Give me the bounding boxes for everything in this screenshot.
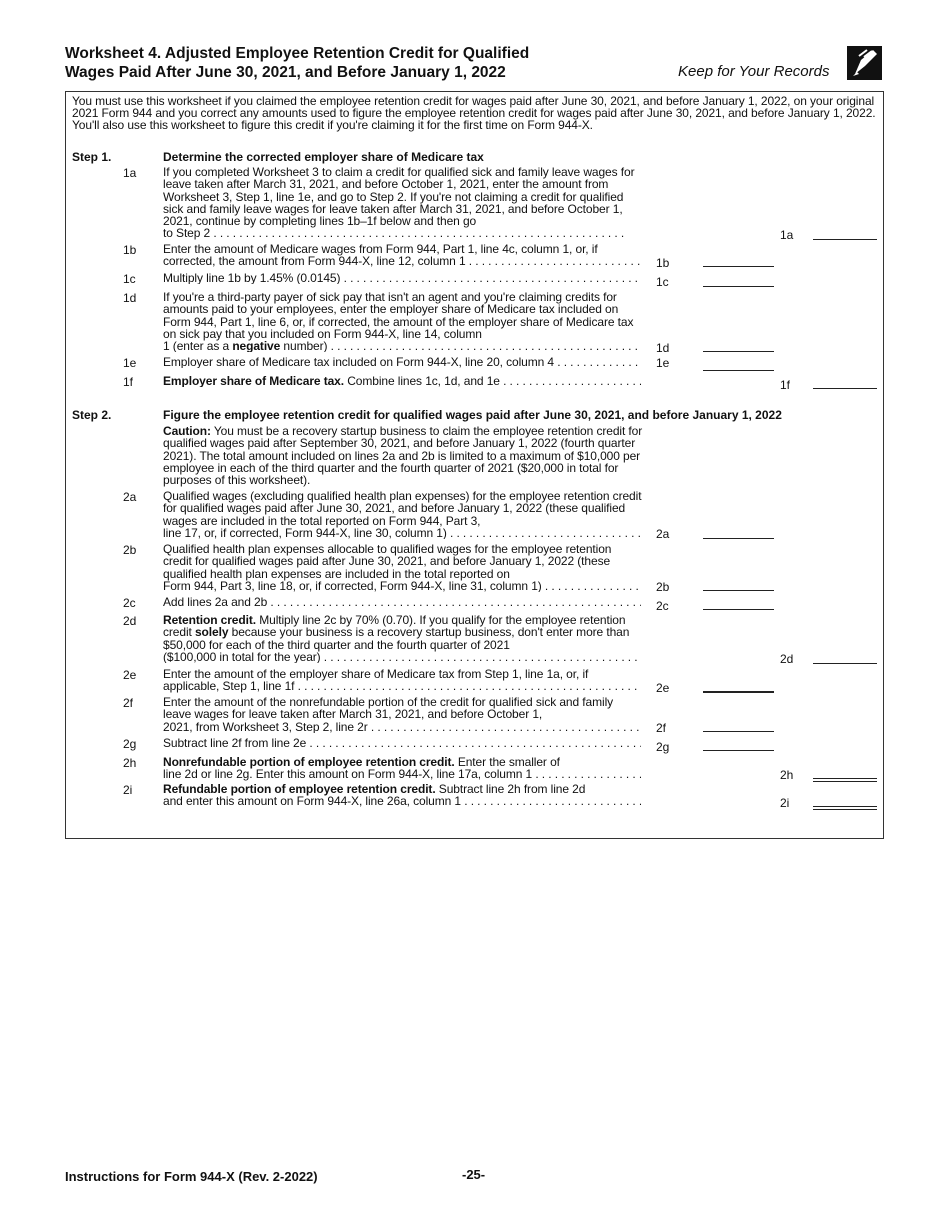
line-2a-number: 2a [123,490,137,504]
line-1e-field[interactable] [703,370,774,371]
line-2g-number: 2g [123,737,137,751]
line-2h-body: Enter the smaller of [454,755,560,769]
footer-form-name: Instructions for Form 944-X (Rev. 2-2022) [65,1169,318,1184]
line-2b-last: Form 944, Part 3, line 18, or, if corrected, Form 944-X, line 31, column 1) . . . [163,580,641,592]
line-2f-last: 2021, from Worksheet 3, Step 2, line 2r . . . [163,721,641,733]
line-1e-last: Employer share of Medicare tax included on Form 944-X, line 20, column 4 . . . [163,356,641,368]
line-1f-number: 1f [123,375,134,389]
line-1f-field[interactable] [813,388,877,389]
line-1a-number: 1a [123,166,137,180]
line-2d-solely: solely [194,625,229,640]
line-1f-last [163,375,641,387]
line-2e-last: applicable, Step 1, line 1f . . . [163,680,641,692]
line-1d-last-pre: 1 (enter as a [163,340,233,353]
line-2b-text [163,543,643,592]
line-2a-body: Qualified wages (excluding qualified health plan expenses) for the employee retention credit for qualified wages paid after June 30, 2021, and before January 1, 2022 (these qualified wages are included in the total reported on Form 944, Part 3, [163,489,642,528]
line-1f-bold: Employer share of Medicare tax. [163,375,344,388]
line-2f-body: Enter the amount of the nonrefundable portion of the credit for qualified sick and family leave wages for leave taken after March 31, 2021, and before October 1, [163,695,614,722]
line-1c-label: 1c [656,275,669,289]
page-number: -25- [462,1167,486,1182]
line-2h-field[interactable] [813,778,877,782]
line-2g-last: Subtract line 2f from line 2e . . . [163,737,641,749]
step2-caution [163,425,643,486]
line-2b-number: 2b [123,543,137,557]
line-2d-label: 2d [780,652,794,666]
line-2i-number: 2i [123,783,133,797]
line-2c-number: 2c [123,596,136,610]
line-1d-field[interactable] [703,351,774,352]
line-1f-label: 1f [780,378,791,392]
line-2h-number: 2h [123,756,137,770]
line-2f-field[interactable] [703,731,774,732]
line-2i-bold: Refundable portion of employee retention credit. [163,782,436,796]
line-1e-number: 1e [123,356,137,370]
line-1d-text [163,291,643,352]
line-2c-last: Add lines 2a and 2b . . . [163,596,641,608]
line-1a-body: If you completed Worksheet 3 to claim a credit for qualified sick and family leave wages for leave taken after March 31, 2021, and before October 1, 2021, enter the amount from Worksheet 3, Step 1, line 1e, and go to Step 2. If you're not claiming a credit for qualified sick and family leave wages for leave taken after March 31, 2021, and before October 1, 2021, continue by completing lines 1b–1f below and then go [163,165,635,229]
line-2b-field[interactable] [703,590,774,591]
line-2b-body: Qualified health plan expenses allocable to qualified wages for the employee retention credit for qualified wages paid after June 30, 2021, and before January 1, 2022 (these qualified health plan expenses are included in the total reported on [163,542,612,581]
line-2a-field[interactable] [703,538,774,539]
line-2e-body: Enter the amount of the employer share of Medicare tax from Step 1, line 1a, or, if [163,667,589,681]
line-1b-field[interactable] [703,266,774,267]
line-2i-field[interactable] [813,806,877,810]
line-2e-text [163,668,643,693]
line-1a-text [163,166,643,240]
line-1d-last-post: number) [280,340,328,353]
line-2g-field[interactable] [703,750,774,751]
line-1b-last: corrected, the amount from Form 944-X, line 12, column 1 . . . [163,255,641,267]
line-1b-label: 1b [656,256,670,270]
line-1a-label: 1a [780,228,794,242]
line-1e-text [163,356,643,368]
line-1b-body: Enter the amount of Medicare wages from Form 944, Part 1, line 4c, column 1, or, if [163,242,598,256]
line-2d-body2: because your business is a recovery startup business, don't enter more than $50,000 for each of the third quarter and the fourth quarter of 2021 [163,625,630,652]
line-2g-text [163,737,643,749]
line-2e-field[interactable] [703,691,774,693]
caution-text: You must be a recovery startup business to claim the employee retention credit for qualified wages paid after September 30, 2021, and before January 1, 2022 (fourth quarter 2021). The total amount included on lines 2a and 2b is limited to a maximum of $10,000 per employee in each of the third quarter and the fourth quarter of 2021 ($20,000 in total for purposes of this worksheet). [163,424,643,488]
line-1d-last [163,340,641,352]
line-2i-text [163,783,643,808]
line-1c-last: Multiply line 1b by 1.45% (0.0145) . . . [163,272,641,284]
title-line-2: Wages Paid After June 30, 2021, and Before January 1, 2022 [65,64,506,81]
line-1c-number: 1c [123,272,136,286]
line-2h-bold: Nonrefundable portion of employee retention credit. [163,755,455,769]
line-1f-rest: Combine lines 1c, 1d, and 1e [343,375,500,388]
line-1a-last: to Step 2 . . . [163,227,641,239]
line-1d-body: If you're a third-party payer of sick pay that isn't an agent and you're claiming credits for amounts paid to your employees, enter the employer share of Medicare tax included on Form 944, Part 1, line 6, or, if corrected, the amount of the employer share of Medicare tax on sick pay that you included on Form 944-X, line 14, column [163,290,634,341]
line-2i-label: 2i [780,796,790,810]
line-1e-label: 1e [656,356,670,370]
line-2d-field[interactable] [813,663,877,664]
line-2c-label: 2c [656,599,669,613]
line-2d-text [163,614,643,663]
line-2a-label: 2a [656,527,670,541]
line-2f-number: 2f [123,696,134,710]
line-2h-last: line 2d or line 2g. Enter this amount on Form 944-X, line 17a, column 1 . . . [163,768,641,780]
line-1f-text [163,375,643,387]
keep-records-pen-icon [847,46,882,80]
step1-label: Step 1. [72,150,112,164]
line-2c-field[interactable] [703,609,774,610]
line-2c-text [163,596,643,608]
line-1d-negative: negative [232,340,281,353]
line-1d-number: 1d [123,291,137,305]
line-1b-text [163,243,643,268]
line-2d-body1: Multiply line 2c by 70% (0.70). If you qualify for the employee retention credit [163,613,626,640]
line-2e-number: 2e [123,668,137,682]
line-2d-last: ($100,000 in total for the year) . . . [163,651,641,663]
title-line-1: Worksheet 4. Adjusted Employee Retention Credit for Qualified [65,45,530,62]
line-2a-text [163,490,643,539]
keep-for-records: Keep for Your Records [678,63,830,80]
line-2f-label: 2f [656,721,667,735]
step1-heading: Determine the corrected employer share of Medicare tax [163,150,484,164]
step2-label: Step 2. [72,408,112,422]
line-2d-number: 2d [123,614,137,628]
line-2i-last: and enter this amount on Form 944-X, line 26a, column 1 . . . [163,795,641,807]
caution-label: Caution: [163,424,211,438]
worksheet-title [65,44,665,82]
line-2f-text [163,696,643,733]
line-2h-text [163,756,643,781]
line-2a-last: line 17, or, if corrected, Form 944-X, line 30, column 1) . . . [163,527,641,539]
step2-heading: Figure the employee retention credit for qualified wages paid after June 30, 2021, and before January 1, 2022 [163,408,782,422]
line-1c-field[interactable] [703,286,774,287]
line-2g-label: 2g [656,740,670,754]
line-1d-label: 1d [656,341,670,355]
line-2h-label: 2h [780,768,794,782]
line-2e-label: 2e [656,681,670,695]
line-1a-field[interactable] [813,239,877,240]
line-2i-body: Subtract line 2h from line 2d [435,782,586,796]
line-2b-label: 2b [656,580,670,594]
line-1c-text [163,272,643,284]
line-1b-number: 1b [123,243,137,257]
intro-text: You must use this worksheet if you claimed the employee retention credit for wages paid after June 30, 2021, and before January 1, 2022, on your original 2021 Form 944 and you correct any amounts used to figure the employee retention credit for wages paid after June 30, 2021, and before January 1, 2022. You'll also use this worksheet to figure this credit if you're claiming it for the first time on Form 944-X. [72,94,876,132]
line-2d-bold: Retention credit. [163,613,256,627]
